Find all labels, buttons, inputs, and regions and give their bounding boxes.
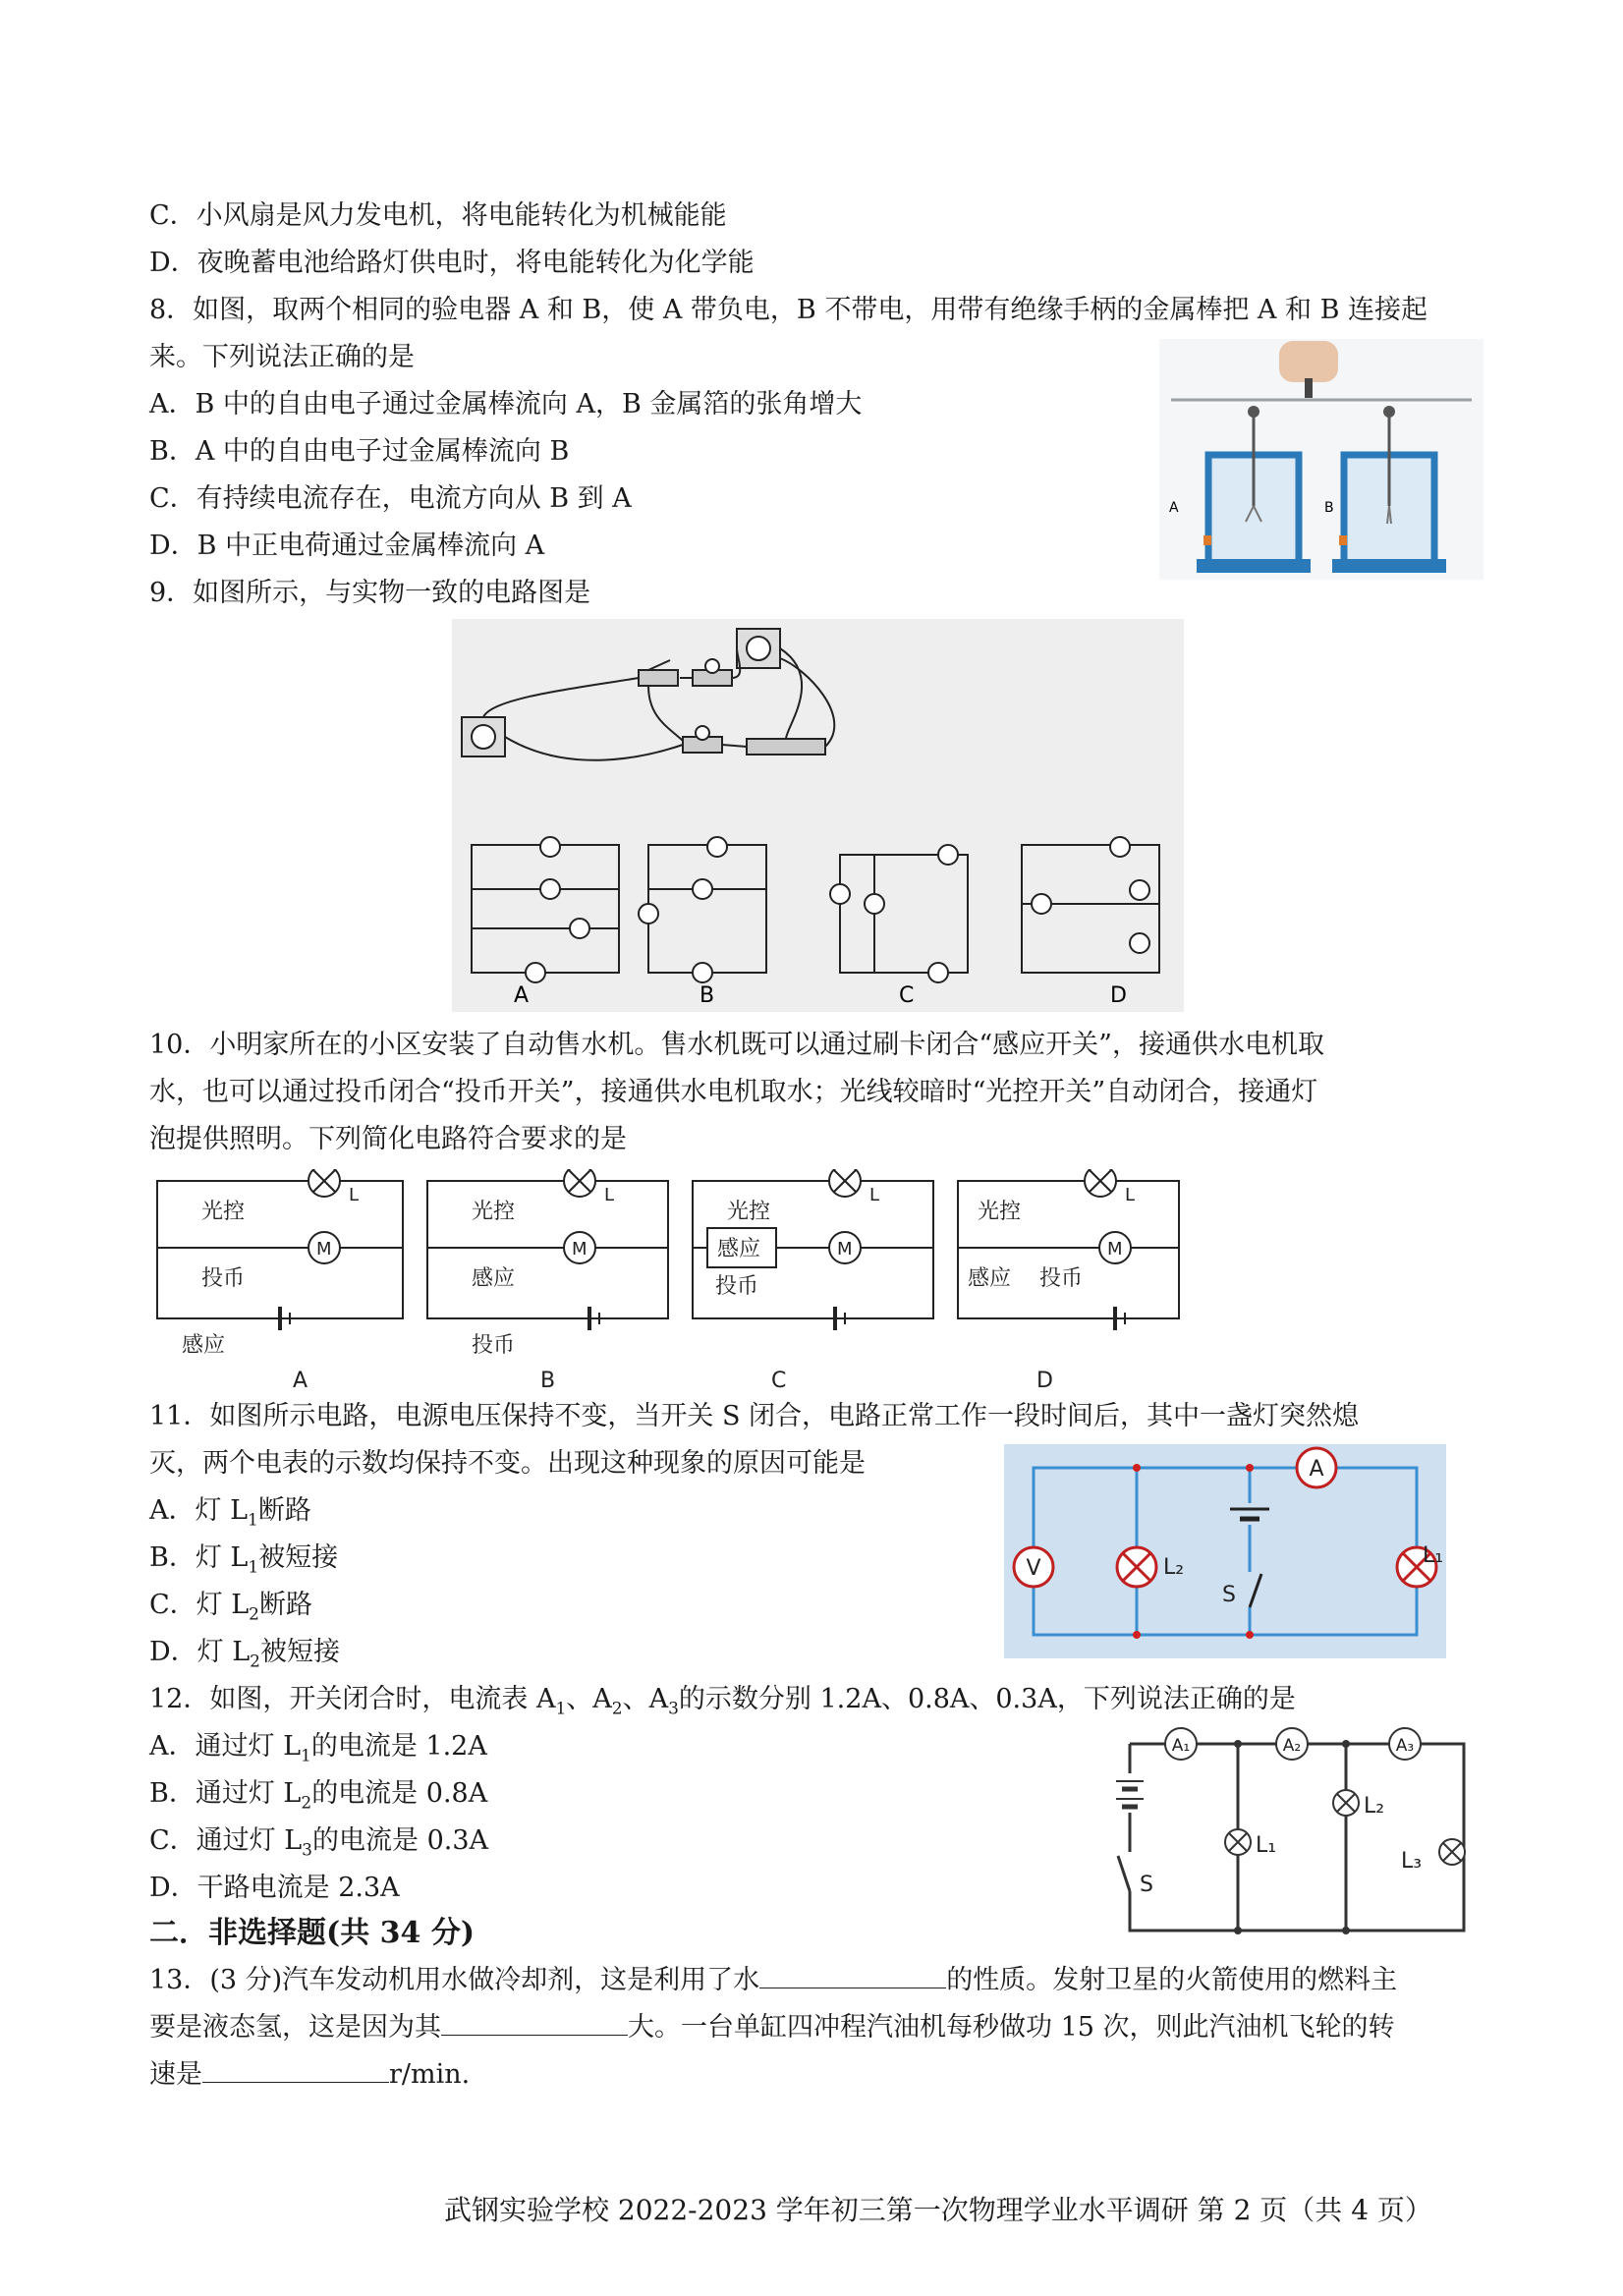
q10d-light-switch-label: 光控: [978, 1200, 1022, 1224]
q11-option-a: A．灯 $L_1$断路: [149, 1495, 311, 1531]
q7-option-c: C．小风扇是风力发电机，将电能转化为机械能能: [149, 200, 727, 231]
q10b-sense-switch-label: 感应: [472, 1266, 516, 1291]
q10d-motor-label: M: [1107, 1239, 1123, 1260]
svg-text:L₁: L₁: [1256, 1833, 1277, 1858]
q10-label-a: A: [293, 1369, 308, 1393]
q10c-sense-switch-label: 感应: [717, 1237, 761, 1261]
q12-option-c: C．通过灯 $L_3$的电流是 0.3A: [149, 1825, 489, 1861]
q10d-sense-switch-label: 感应: [968, 1266, 1012, 1291]
q10-option-d-diagram: [958, 1169, 1179, 1330]
label-a: A: [1169, 500, 1179, 516]
q13-line1: 13．(3 分)汽车发动机用水做冷却剂，这是利用了水 的性质。发射卫星的火箭使用的燃料主: [149, 1961, 1397, 2000]
label-b: B: [1324, 500, 1334, 516]
voltmeter-v: [1014, 1547, 1053, 1587]
section-heading: 二．非选择题(共 34 分): [149, 1916, 476, 1950]
q10d-lamp-label: L: [1125, 1185, 1136, 1205]
q10-option-b-diagram: [427, 1169, 668, 1330]
q10b-lamp-label: L: [604, 1185, 615, 1205]
svg-text:S: S: [1140, 1873, 1153, 1897]
hand-image: [1279, 341, 1338, 382]
q10c-lamp-label: L: [869, 1185, 880, 1205]
q10d-coin-switch-label: 投币: [1039, 1266, 1084, 1291]
page-footer: 武钢实验学校 2022-2023 学年初三第一次物理学业水平调研 第 2 页（共 4 页）: [444, 2194, 1432, 2226]
lamp-l2: [1333, 1790, 1384, 1819]
q9-stem: 9．如图所示，与实物一致的电路图是: [149, 578, 591, 608]
svg-text:L₂: L₂: [1163, 1555, 1185, 1580]
q10-label-d: D: [1036, 1369, 1053, 1393]
q10b-motor-label: M: [572, 1239, 588, 1260]
svg-text:L₃: L₃: [1401, 1849, 1423, 1874]
q10-stem-line2: 水，也可以通过投币闭合“投币开关”，接通供水电机取水；光线较暗时“光控开关”自动闭合，接通灯: [149, 1077, 1318, 1107]
q8-electroscope-figure: [1159, 339, 1483, 580]
ammeter-a3: [1389, 1728, 1421, 1760]
q10c-motor-label: M: [837, 1239, 853, 1260]
q10b-coin-switch-label: 投币: [472, 1333, 516, 1358]
q7-option-d: D．夜晚蓄电池给路灯供电时，将电能转化为化学能: [149, 248, 755, 278]
q10a-motor-label: M: [316, 1239, 332, 1260]
q12-option-d: D．干路电流是 2.3A: [149, 1873, 400, 1903]
q8-option-b: B．A 中的自由电子过金属棒流向 B: [149, 436, 570, 467]
q12-stem: 12．如图，开关闭合时，电流表 $A_1$、$A_2$、$A_3$的示数分别 1.2A、0.8A、0.3A，下列说法正确的是: [149, 1684, 1296, 1719]
q9-label-b: B: [700, 983, 715, 1008]
q8-stem-line1: 8．如图，取两个相同的验电器 A 和 B，使 A 带负电，B 不带电，用带有绝缘手柄的金属棒把 A 和 B 连接起: [149, 295, 1428, 325]
ammeter-a2: [1276, 1728, 1308, 1760]
q9-circuit-figure: [452, 619, 1184, 1012]
q13-line2: 要是液态氢，这是因为其 大。一台单缸四冲程汽油机每秒做功 15 次，则此汽油机飞轮的转: [149, 2008, 1395, 2047]
svg-text:A: A: [1309, 1457, 1324, 1482]
svg-text:A₁: A₁: [1171, 1736, 1191, 1756]
q10c-light-switch-label: 光控: [727, 1200, 771, 1224]
svg-text:L₂: L₂: [1364, 1794, 1385, 1819]
q10b-light-switch-label: 光控: [472, 1200, 516, 1224]
q11-option-d: D．灯 $L_2$被短接: [149, 1637, 340, 1672]
svg-text:A₂: A₂: [1282, 1736, 1302, 1756]
q10c-coin-switch-label: 投币: [715, 1274, 759, 1299]
q9-label-c: C: [899, 983, 915, 1008]
lamp-l3: [1401, 1839, 1465, 1874]
q8-option-a: A．B 中的自由电子通过金属棒流向 A，B 金属箔的张角增大: [149, 389, 863, 420]
q11-stem-line1: 11．如图所示电路，电源电压保持不变，当开关 S 闭合，电路正常工作一段时间后，其中一盏灯突然熄: [149, 1401, 1360, 1431]
q10a-light-switch-label: 光控: [201, 1200, 246, 1224]
q11-stem-line2: 灭，两个电表的示数均保持不变。出现这种现象的原因可能是: [149, 1448, 866, 1479]
ammeter-a1: [1165, 1728, 1197, 1760]
q13-line3: 速是 r/min.: [149, 2055, 470, 2095]
answer-blank-3[interactable]: [202, 2056, 389, 2083]
q10-stem-line1: 10．小明家所在的小区安装了自动售水机。售水机既可以通过刷卡闭合“感应开关”，接通供水电机取: [149, 1030, 1324, 1060]
q8-option-c: C．有持续电流存在，电流方向从 B 到 A: [149, 483, 632, 514]
q12-circuit-figure: [1110, 1724, 1466, 1940]
svg-text:S: S: [1222, 1583, 1236, 1607]
ammeter-a: [1297, 1448, 1336, 1487]
q10-stem-line3: 泡提供照明。下列简化电路符合要求的是: [149, 1124, 627, 1154]
q10a-coin-switch-label: 投币: [201, 1266, 246, 1291]
lamp-l1: [1225, 1829, 1276, 1858]
q10-circuit-figure: [147, 1169, 1189, 1395]
q9-label-d: D: [1110, 983, 1127, 1008]
q10a-lamp-label: L: [349, 1185, 360, 1205]
q12-option-b: B．通过灯 $L_2$的电流是 0.8A: [149, 1778, 488, 1814]
q10a-sense-switch-label: 感应: [182, 1333, 226, 1358]
q12-option-a: A．通过灯 $L_1$的电流是 1.2A: [149, 1731, 487, 1766]
q11-option-c: C．灯 $L_2$断路: [149, 1590, 312, 1625]
switch-s: [1118, 1852, 1153, 1897]
q8-option-d: D．B 中正电荷通过金属棒流向 A: [149, 531, 545, 561]
q8-stem-line2: 来。下列说法正确的是: [149, 342, 415, 372]
q9-label-a: A: [514, 983, 530, 1008]
q11-circuit-figure: [1004, 1444, 1446, 1658]
svg-text:V: V: [1026, 1556, 1041, 1581]
battery: [1116, 1773, 1144, 1813]
q10-option-a-diagram: [157, 1169, 403, 1330]
answer-blank-2[interactable]: [441, 2009, 628, 2036]
svg-text:L₁: L₁: [1423, 1543, 1444, 1568]
svg-text:A₃: A₃: [1395, 1736, 1415, 1756]
q10-label-b: B: [540, 1369, 556, 1393]
q11-option-b: B．灯 $L_1$被短接: [149, 1542, 339, 1578]
answer-blank-1[interactable]: [759, 1962, 946, 1988]
q10-label-c: C: [771, 1369, 787, 1393]
